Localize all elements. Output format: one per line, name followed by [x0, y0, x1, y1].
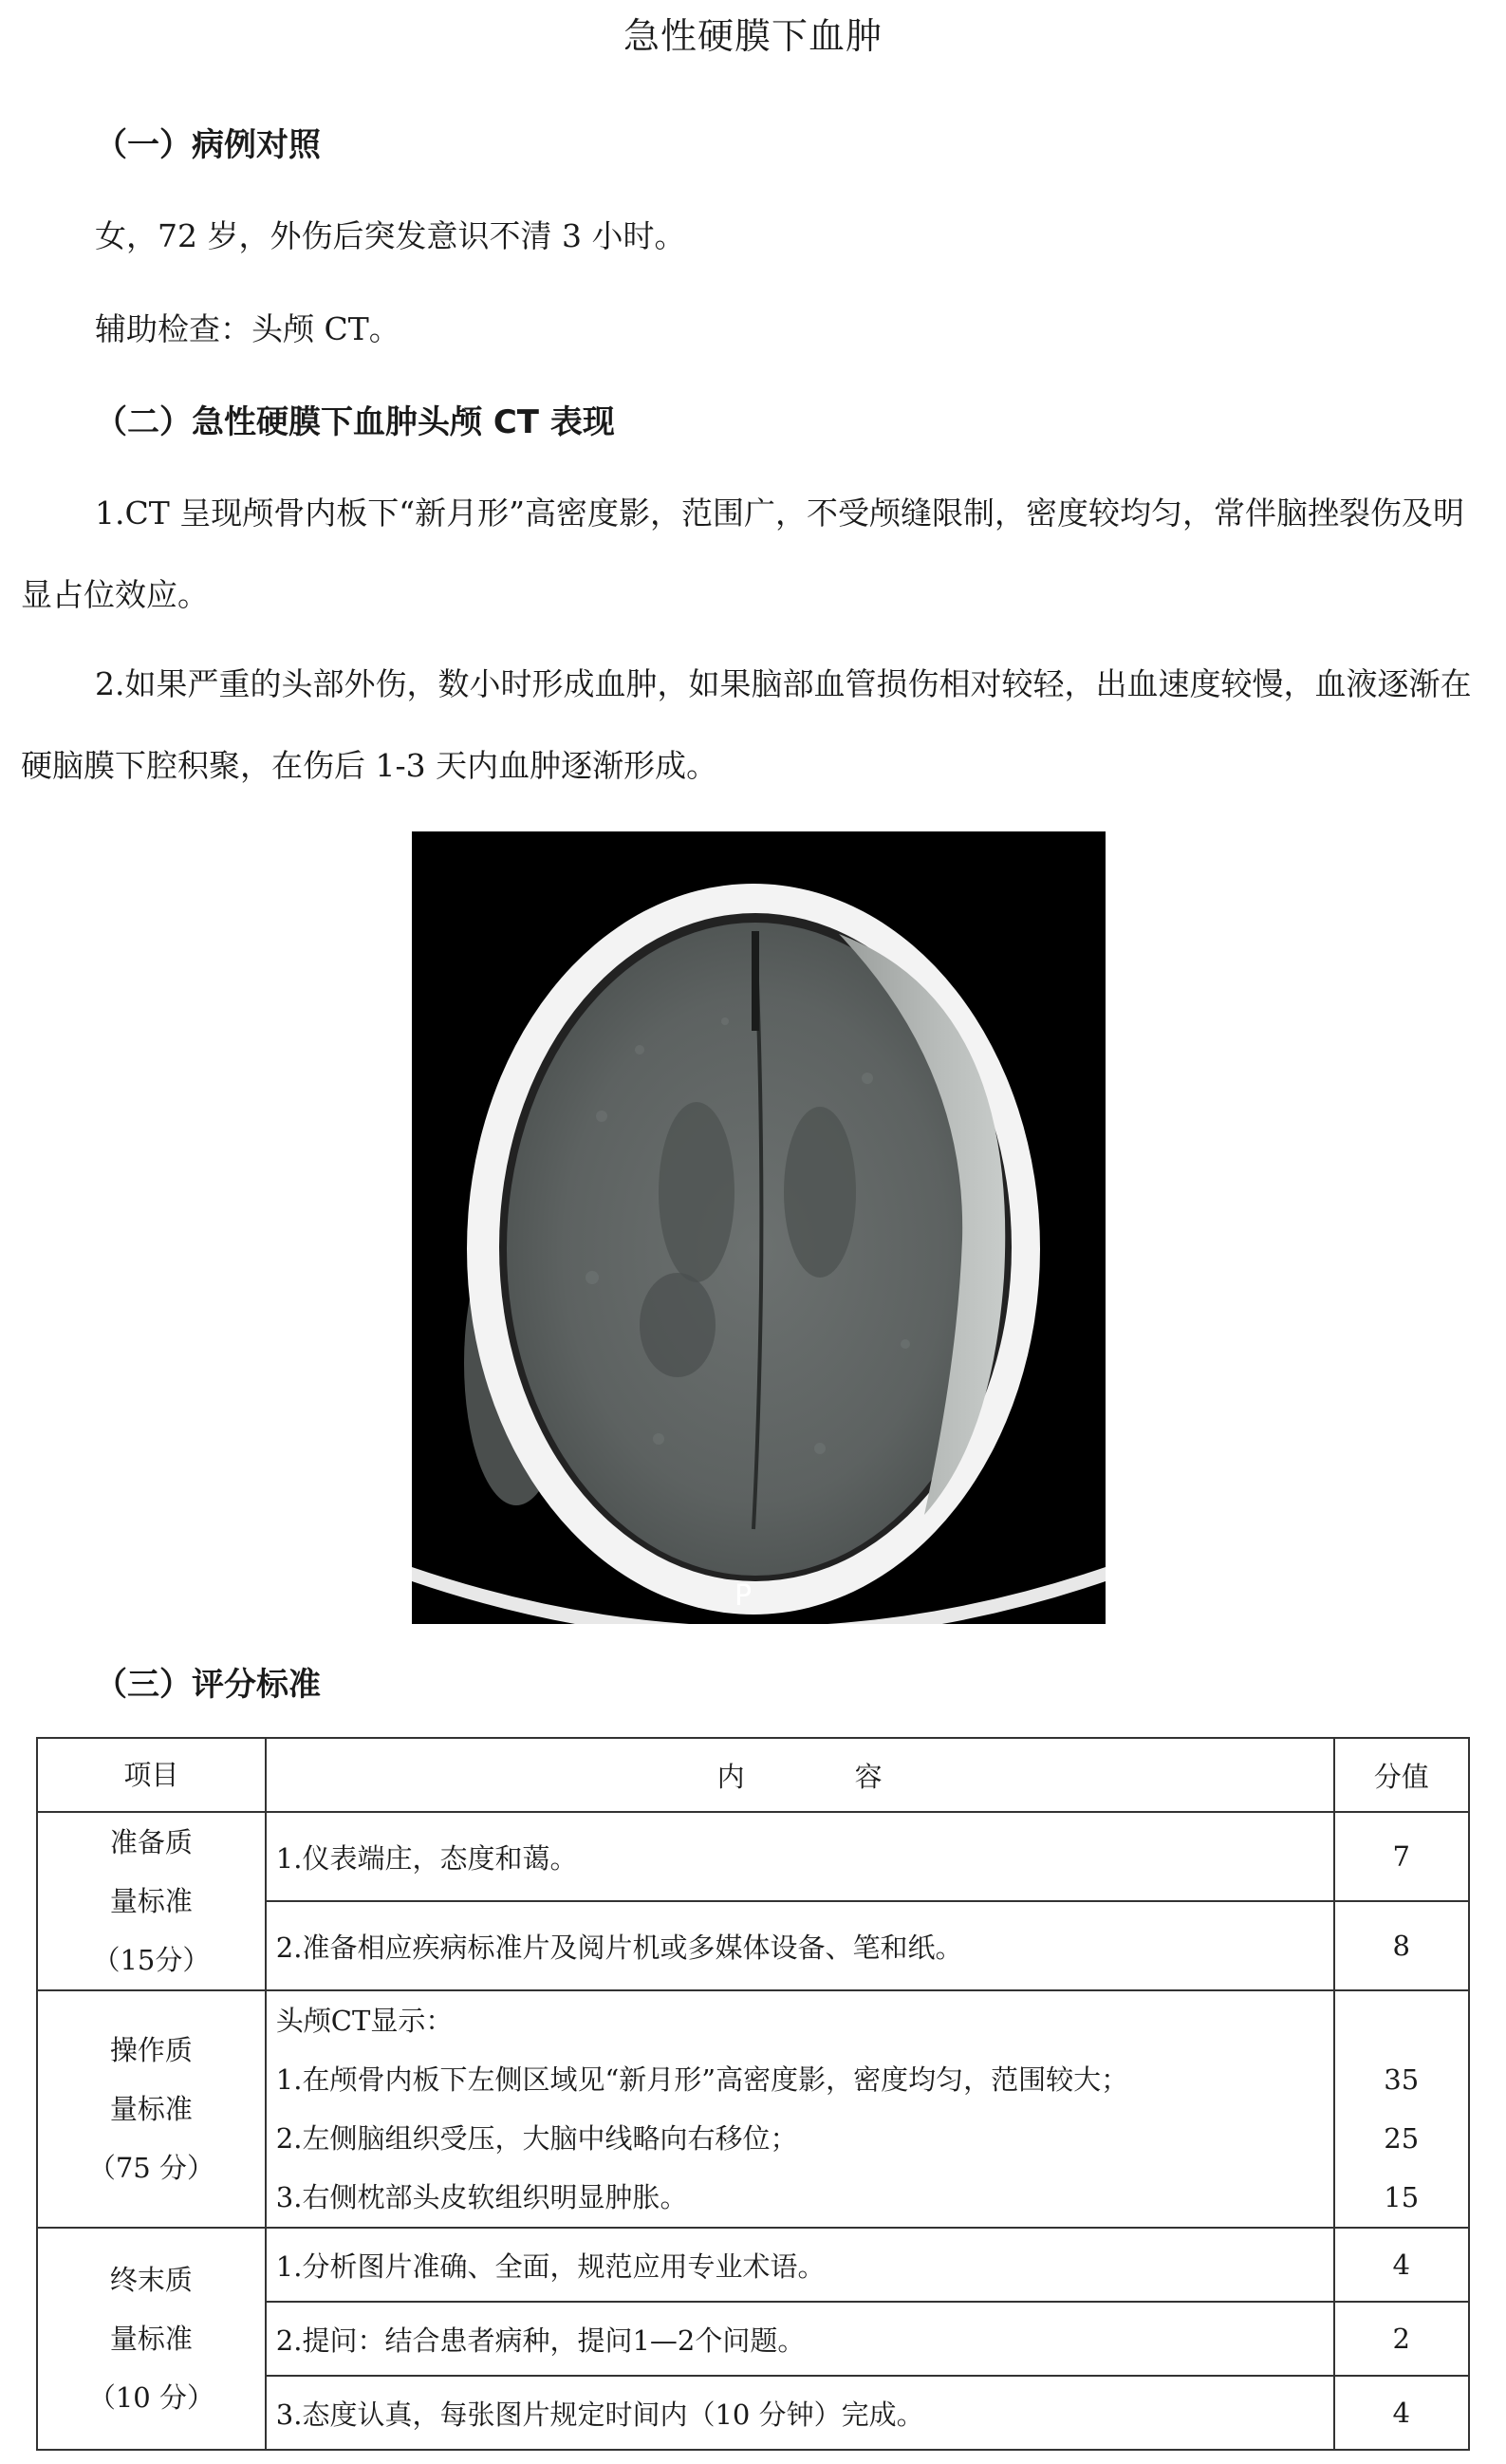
header-content: 内 容: [266, 1738, 1334, 1812]
operation-score-2: 25: [1384, 2122, 1420, 2155]
section-heading-scoring: （三）评分标准: [95, 1666, 321, 1704]
ct-finding-1: 1.CT 呈现颅骨内板下“新月形”高密度影，范围广，不受颅缝限制，密度较均匀，常伴脑挫裂伤及明显占位效应。: [21, 495, 1464, 613]
row-content: 2.提问：结合患者病种，提问1—2个问题。: [266, 2302, 1334, 2376]
section-heading-ct-findings: （二）急性硬膜下血肿头颅 CT 表现: [95, 403, 615, 441]
section-heading-case: （一）病例对照: [95, 126, 321, 164]
table-header-row: [37, 1738, 1469, 1812]
row-score: 4: [1334, 2228, 1469, 2302]
operation-score-1: 35: [1384, 2063, 1420, 2096]
row-score: 8: [1334, 1901, 1469, 1990]
operation-score-3: 15: [1384, 2181, 1420, 2213]
table-row: [37, 1812, 1469, 1901]
auxiliary-exam: 辅助检查：头颅 CT。: [95, 310, 400, 347]
row-score: 2: [1334, 2302, 1469, 2376]
header-item: 项目: [37, 1738, 266, 1812]
row-content: 1.仪表端庄，态度和蔼。: [266, 1812, 1334, 1901]
ct-display-intro: 头颅CT显示：: [275, 2005, 454, 2037]
row-content: 2.准备相应疾病标准片及阅片机或多媒体设备、笔和纸。: [266, 1901, 1334, 1990]
category-final: 终末质 量标准 （10 分）: [37, 2228, 266, 2450]
category-preparation: 准备质 量标准 （15分）: [37, 1812, 266, 1990]
row-content: 1.分析图片准确、全面，规范应用专业术语。: [266, 2228, 1334, 2302]
ct-marker-label: P: [734, 1579, 753, 1613]
ct-finding-2: 2.如果严重的头部外伤，数小时形成血肿，如果脑部血管损伤相对较轻，出血速度较慢，血液逐渐在硬脑膜下腔积聚，在伤后 1-3 天内血肿逐渐形成。: [21, 665, 1472, 784]
ct-scan-image: [412, 831, 1106, 1624]
operation-line-3: 3.右侧枕部头皮软组织明显肿胀。: [275, 2181, 688, 2213]
scoring-table: [36, 1737, 1470, 2451]
operation-line-1: 1.在颅骨内板下左侧区域见“新月形”高密度影，密度均匀，范围较大；: [275, 2063, 1129, 2096]
row-score: 7: [1334, 1812, 1469, 1901]
row-score: 4: [1334, 2376, 1469, 2450]
page-title: 急性硬膜下血肿: [623, 15, 883, 57]
operation-line-2: 2.左侧脑组织受压，大脑中线略向右移位；: [275, 2122, 798, 2155]
row-score-multi: [1334, 1990, 1469, 2228]
header-score: 分值: [1334, 1738, 1469, 1812]
row-content-multi: [266, 1990, 1334, 2228]
case-description: 女，72 岁，外伤后突发意识不清 3 小时。: [95, 217, 686, 254]
table-row: [37, 1990, 1469, 2228]
table-row: [37, 2228, 1469, 2302]
row-content: 3.态度认真，每张图片规定时间内（10 分钟）完成。: [266, 2376, 1334, 2450]
category-operation: 操作质 量标准 （75 分）: [37, 1990, 266, 2228]
